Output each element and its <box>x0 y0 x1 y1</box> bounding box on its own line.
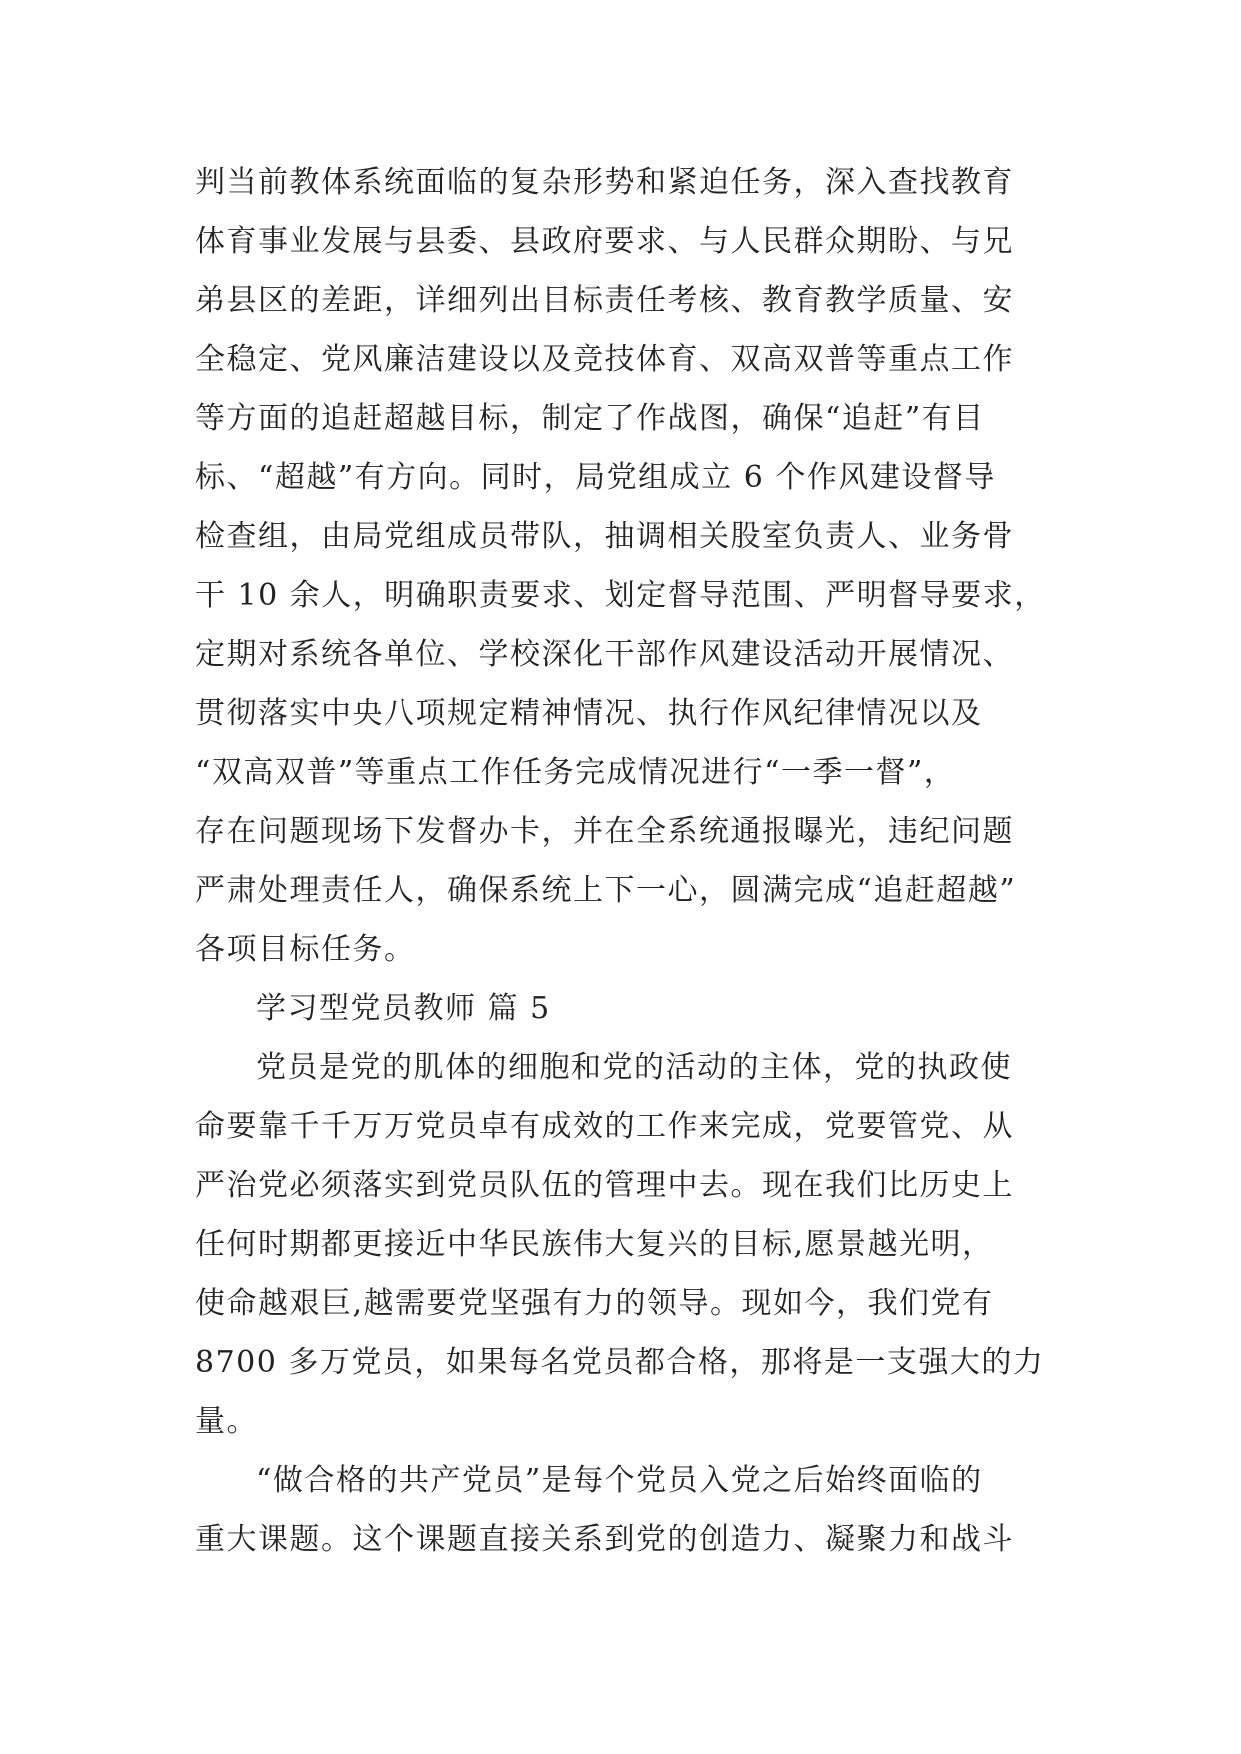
text-line: 使命越艰巨,越需要党坚强有力的领导。现如今，我们党有 <box>195 1286 994 1321</box>
text-line: 弟县区的差距，详细列出目标责任考核、教育教学质量、安 <box>195 283 1014 318</box>
text-line: 干 10 余人，明确职责要求、划定督导范围、严明督导要求， <box>195 578 1046 613</box>
text-line: 体育事业发展与县委、县政府要求、与人民群众期盼、与兄 <box>195 224 1014 259</box>
text-line: 8700 多万党员，如果每名党员都合格，那将是一支强大的力 <box>195 1345 1045 1380</box>
text-line: 严治党必须落实到党员队伍的管理中去。现在我们比历史上 <box>195 1168 1014 1203</box>
text-line: 严肃处理责任人，确保系统上下一心，圆满完成“追赶超越” <box>195 873 1017 908</box>
text-line: “双高双普”等重点工作任务完成情况进行“一季一督”， <box>195 755 956 790</box>
text-line: 各项目标任务。 <box>195 932 416 967</box>
text-line: 全稳定、党风廉洁建设以及竞技体育、双高双普等重点工作 <box>195 342 1014 377</box>
text-line: 等方面的追赶超越目标，制定了作战图，确保“追赶”有目 <box>195 401 985 436</box>
section-heading: 学习型党员教师 篇 5 <box>256 991 551 1026</box>
text-line: 量。 <box>195 1404 258 1439</box>
text-line: 存在问题现场下发督办卡，并在全系统通报曝光，违纪问题 <box>195 814 1014 849</box>
text-line: “做合格的共产党员”是每个党员入党之后始终面临的 <box>256 1463 983 1498</box>
text-line: 任何时期都更接近中华民族伟大复兴的目标,愿景越光明， <box>195 1227 994 1262</box>
text-line: 定期对系统各单位、学校深化干部作风建设活动开展情况、 <box>195 637 1014 672</box>
text-line: 贯彻落实中央八项规定精神情况、执行作风纪律情况以及 <box>195 696 983 731</box>
text-line: 标、“超越”有方向。同时，局党组成立 6 个作风建设督导 <box>195 460 996 495</box>
text-line: 命要靠千千万万党员卓有成效的工作来完成，党要管党、从 <box>195 1109 1014 1144</box>
text-line: 党员是党的肌体的细胞和党的活动的主体，党的执政使 <box>256 1050 1012 1085</box>
text-line: 重大课题。这个课题直接关系到党的创造力、凝聚力和战斗 <box>195 1522 1014 1557</box>
text-line: 检查组，由局党组成员带队，抽调相关股室负责人、业务骨 <box>195 519 1014 554</box>
text-line: 判当前教体系统面临的复杂形势和紧迫任务，深入查找教育 <box>195 165 1014 200</box>
